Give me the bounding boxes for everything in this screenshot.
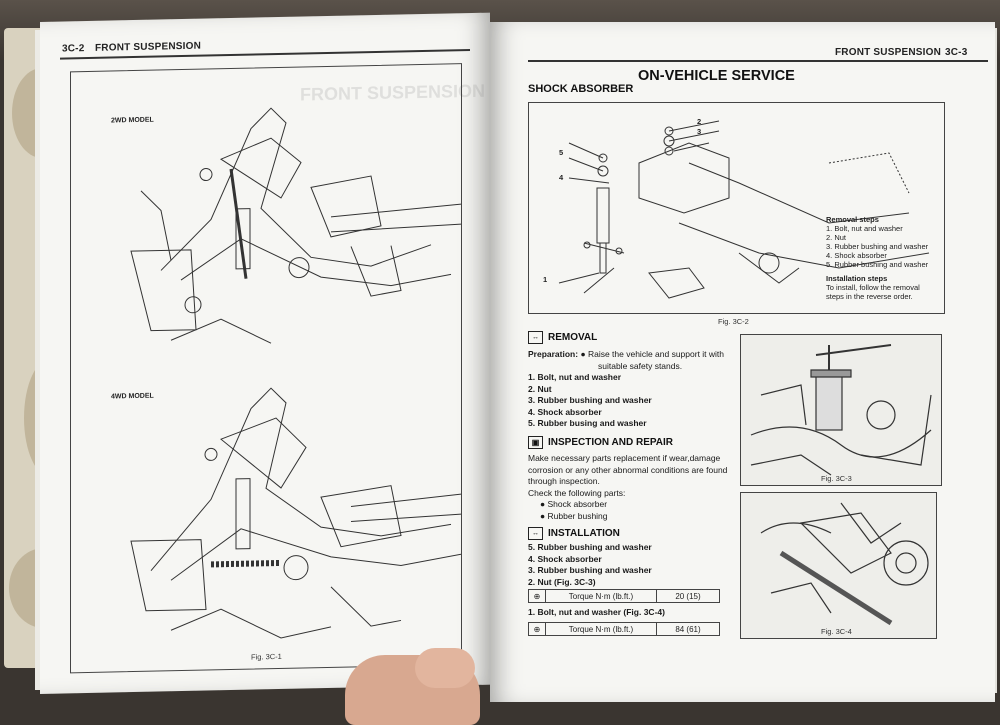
list-item: 4. Shock absorber [528,406,602,417]
callout-4: 4 [559,173,564,182]
list-item: 5. Rubber bushing and washer [528,542,652,552]
removal-step: 4. Shock absorber [826,251,887,260]
figure-3c-3-frame [740,334,942,486]
installation-heading: ↔ INSTALLATION [528,527,620,540]
torque-value: 84 (61) [675,624,701,634]
removal-step: 5. Rubber bushing and washer [826,260,929,269]
figure-3c-2-caption: Fig. 3C-2 [718,317,749,326]
figure-3c-4-caption: Fig. 3C-4 [821,627,852,636]
label-2wd-model: 2WD MODEL [111,116,154,125]
torque-spec-bolt: ⊕ Torque N·m (lb.ft.) 84 (61) [528,622,720,636]
removal-steps [528,372,652,430]
page-title: ON-VEHICLE SERVICE [638,68,795,84]
removal-step: 3. Rubber bushing and washer [826,242,929,251]
suspension-diagram [71,64,461,672]
list-item: 4. Shock absorber [528,553,602,564]
callout-2: 2 [697,117,702,126]
left-page-number: 3C-2 [62,43,85,55]
bolt-removal-photo [741,493,936,638]
figure-3c-3-caption: Fig. 3C-3 [821,474,852,483]
list-item: ● Rubber bushing [540,510,608,521]
inspection-text: Make necessary parts replacement if wear,damage corrosion or any other abnormal conditions are found through inspection. Check the following parts: ● Shock absorber ● Rubber bushing [528,453,753,522]
installation-steps [528,542,652,588]
callout-3: 3 [697,127,702,136]
installation-arrows-icon: ↔ [528,527,543,540]
removal-step: 2. Nut [826,233,847,242]
callout-1: 1 [543,275,548,284]
list-item: 5. Rubber busing and washer [528,418,647,428]
list-item: 3. Rubber bushing and washer [528,395,652,405]
list-item: 2. Nut [528,383,552,394]
list-item: 1. Bolt, nut and washer [528,372,622,382]
removal-preparation: Preparation: ● Raise the vehicle and support it with suitable safety stands. [528,349,725,371]
finger [415,648,475,688]
figure-3c-2-frame [528,102,945,314]
section-subtitle: SHOCK ABSORBER [528,83,634,95]
list-item: 3. Rubber bushing and washer [528,565,652,575]
installation-step-1: 1. Bolt, nut and washer (Fig. 3C-4) [528,607,665,617]
list-item: 2. Nut (Fig. 3C-3) [528,576,596,587]
left-page-section-title: FRONT SUSPENSION [95,40,201,54]
header-rule [528,60,988,62]
callout-5: 5 [559,148,564,157]
list-item: ● Shock absorber [540,499,608,509]
left-page: FRONT SUSPENSION 3C-2 FRONT SUSPENSION 2WD MODEL 4WD MODEL Fig. 3C-1 [40,13,490,694]
torque-spec-nut: ⊕ Torque N·m (lb.ft.) 20 (15) [528,589,720,603]
inspection-icon: ▣ [528,436,543,449]
removal-arrows-icon: ↔ [528,331,543,344]
torque-wrench-icon: ⊕ [529,623,546,635]
removal-steps-title: Removal steps [826,215,879,224]
removal-heading: ↔ REMOVAL [528,331,597,344]
installation-steps-title: Installation steps [826,274,888,283]
removal-steps-list [826,215,928,301]
torque-value: 20 (15) [675,591,701,601]
inspection-heading: ▣ INSPECTION AND REPAIR [528,436,673,449]
installation-steps-text: steps in the reverse order. [826,292,913,301]
installation-steps-text: To install, follow the removal [826,283,920,292]
right-page [490,22,995,702]
removal-step: 1. Bolt, nut and washer [826,224,903,233]
right-page-number: 3C-3 [945,47,968,58]
figure-3c-4-frame [740,492,937,639]
label-4wd-model: 4WD MODEL [111,392,154,401]
right-page-section-title: FRONT SUSPENSION [835,47,941,58]
figure-3c-1-caption: Fig. 3C-1 [251,651,282,662]
torque-wrench-icon: ⊕ [529,590,546,602]
nut-removal-photo [741,335,941,485]
figure-3c-1-frame [70,63,462,673]
